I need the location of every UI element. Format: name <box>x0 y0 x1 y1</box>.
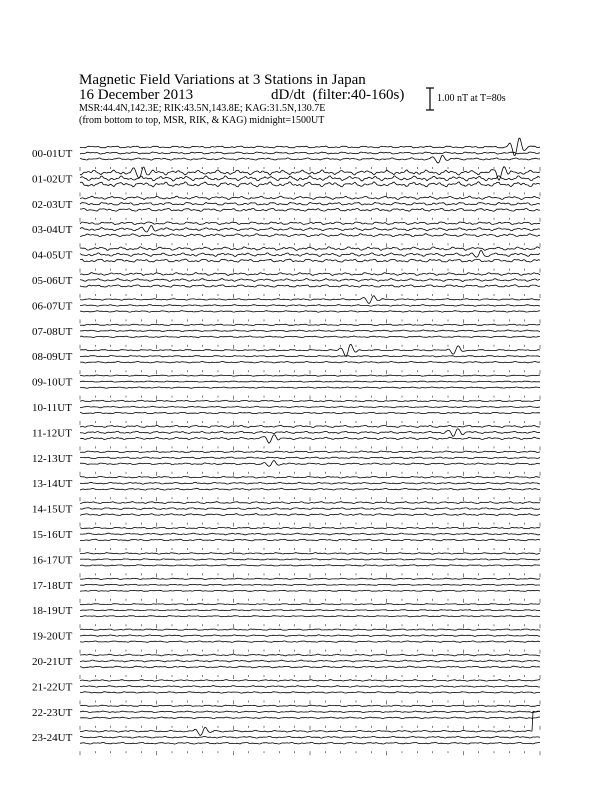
hour-row <box>32 680 540 705</box>
hour-row-label: 17-18UT <box>32 579 73 592</box>
hour-row <box>32 578 540 603</box>
trace-line <box>80 686 540 688</box>
trace-line <box>80 666 540 668</box>
trace-line <box>80 553 540 555</box>
hour-row-label: 16-17UT <box>32 554 73 567</box>
hour-row-label: 14-15UT <box>32 503 73 516</box>
trace-line <box>80 533 540 535</box>
trace-line <box>80 616 540 617</box>
trace-line <box>80 629 540 630</box>
hour-row <box>32 296 540 324</box>
trace-line <box>80 692 540 693</box>
date-label: 16 December 2013 <box>79 87 194 103</box>
hour-row-label: 04-05UT <box>32 249 73 262</box>
trace-line <box>80 259 540 262</box>
trace-line <box>80 461 540 467</box>
trace-line <box>80 330 540 332</box>
filter-label: (filter:40-160s) <box>312 87 405 103</box>
quantity-label: dD/dt <box>271 87 306 103</box>
trace-line <box>80 584 540 585</box>
hour-row <box>32 604 540 629</box>
trace-line <box>80 604 540 605</box>
trace-line <box>80 578 540 579</box>
trace-line <box>80 590 540 591</box>
hour-row <box>32 553 540 578</box>
trace-line <box>80 336 540 338</box>
trace-line <box>80 559 540 560</box>
trace-line <box>80 451 540 453</box>
trace-line <box>80 435 540 444</box>
trace-line <box>80 711 540 735</box>
trace-line <box>80 234 540 237</box>
hour-row-label: 23-24UT <box>32 732 73 745</box>
hour-row-label: 12-13UT <box>32 452 73 465</box>
trace-line <box>80 488 540 490</box>
hour-row <box>32 629 540 654</box>
trace-line <box>80 641 540 642</box>
hour-row <box>32 425 540 450</box>
hour-row-label: 15-16UT <box>32 529 73 541</box>
hour-row-label: 18-19UT <box>32 605 73 618</box>
hour-row-label: 08-09UT <box>32 351 73 364</box>
hour-row <box>32 324 540 349</box>
trace-line <box>80 539 540 541</box>
hour-row-label: 05-06UT <box>32 275 73 287</box>
trace-line <box>80 660 540 662</box>
hour-row-label: 11-12UT <box>32 427 72 440</box>
hour-row-label: 00-01UT <box>32 148 73 160</box>
station-coordinates: MSR:44.4N,142.3E; RIK:43.5N,143.8E; KAG:31.5N,130.7E <box>79 103 326 114</box>
trace-line <box>80 387 540 388</box>
hour-row <box>32 247 540 273</box>
hour-row-label: 02-03UT <box>32 198 73 211</box>
hour-row-label: 03-04UT <box>32 224 73 237</box>
hour-row <box>32 222 540 247</box>
hour-row <box>32 273 540 298</box>
hour-row <box>32 451 540 476</box>
hour-row <box>32 476 540 501</box>
trace-line <box>80 155 540 163</box>
hour-row-label: 19-20UT <box>32 630 73 643</box>
hour-row-label: 10-11UT <box>32 402 72 414</box>
trace-line <box>80 381 540 382</box>
hour-row <box>32 400 540 425</box>
trace-line <box>80 742 540 744</box>
hour-row <box>32 196 540 222</box>
hour-row-label: 01-02UT <box>32 173 73 186</box>
trace-line <box>80 406 540 408</box>
hour-row <box>32 705 540 730</box>
trace-line <box>80 711 540 713</box>
trace-line <box>80 717 540 719</box>
trace-line <box>80 375 540 376</box>
trace-line <box>80 565 540 566</box>
trace-line <box>80 247 540 251</box>
trace-line <box>80 250 540 257</box>
trace-line <box>80 508 540 510</box>
trace-line <box>80 196 540 199</box>
trace-line <box>80 457 540 459</box>
trace-line <box>80 285 540 287</box>
hour-row-label: 09-10UT <box>32 376 73 389</box>
trace-line <box>80 222 540 225</box>
hour-row <box>32 138 540 171</box>
trace-line <box>80 361 540 363</box>
trace-line <box>80 635 540 637</box>
trace-line <box>80 203 540 206</box>
trace-line <box>80 182 540 187</box>
hour-row-label: 13-14UT <box>32 478 73 491</box>
trace-line <box>80 305 540 307</box>
chart-title: Magnetic Field Variations at 3 Stations in Japan <box>79 72 366 88</box>
trace-line <box>80 502 540 504</box>
trace-line <box>80 705 540 706</box>
trace-line <box>80 324 540 325</box>
station-order-note: (from bottom to top, MSR, RIK, & KAG) midnight=1500UT <box>79 115 325 126</box>
trace-line <box>80 425 540 427</box>
trace-line <box>80 680 540 682</box>
hour-row-label: 22-23UT <box>32 706 73 719</box>
trace-line <box>80 654 540 656</box>
trace-line <box>80 356 540 357</box>
trace-line <box>80 400 540 401</box>
hour-row <box>32 502 540 527</box>
trace-line <box>80 279 540 282</box>
scale-bar <box>426 88 434 110</box>
trace-line <box>80 176 540 181</box>
trace-line <box>80 226 540 233</box>
trace-line <box>80 208 540 211</box>
hour-row-label: 21-22UT <box>32 681 73 694</box>
trace-line <box>80 152 540 154</box>
hour-row-label: 06-07UT <box>32 300 73 313</box>
trace-line <box>80 412 540 413</box>
trace-line <box>80 736 540 738</box>
trace-line <box>80 311 540 313</box>
hour-row <box>32 654 540 679</box>
hour-row <box>32 527 540 552</box>
hour-row-label: 20-21UT <box>32 656 73 668</box>
trace-line <box>80 482 540 484</box>
trace-line <box>80 610 540 611</box>
trace-line <box>80 476 540 478</box>
hour-row <box>32 344 540 374</box>
hour-row-label: 07-08UT <box>32 325 73 338</box>
hour-row <box>32 375 540 400</box>
hour-row <box>32 167 540 197</box>
trace-line <box>80 429 540 437</box>
trace-line <box>80 514 540 516</box>
trace-line <box>80 527 540 528</box>
trace-line <box>80 273 540 276</box>
scale-label: 1.00 nT at T=80s <box>437 93 506 104</box>
hour-rows <box>32 138 540 755</box>
